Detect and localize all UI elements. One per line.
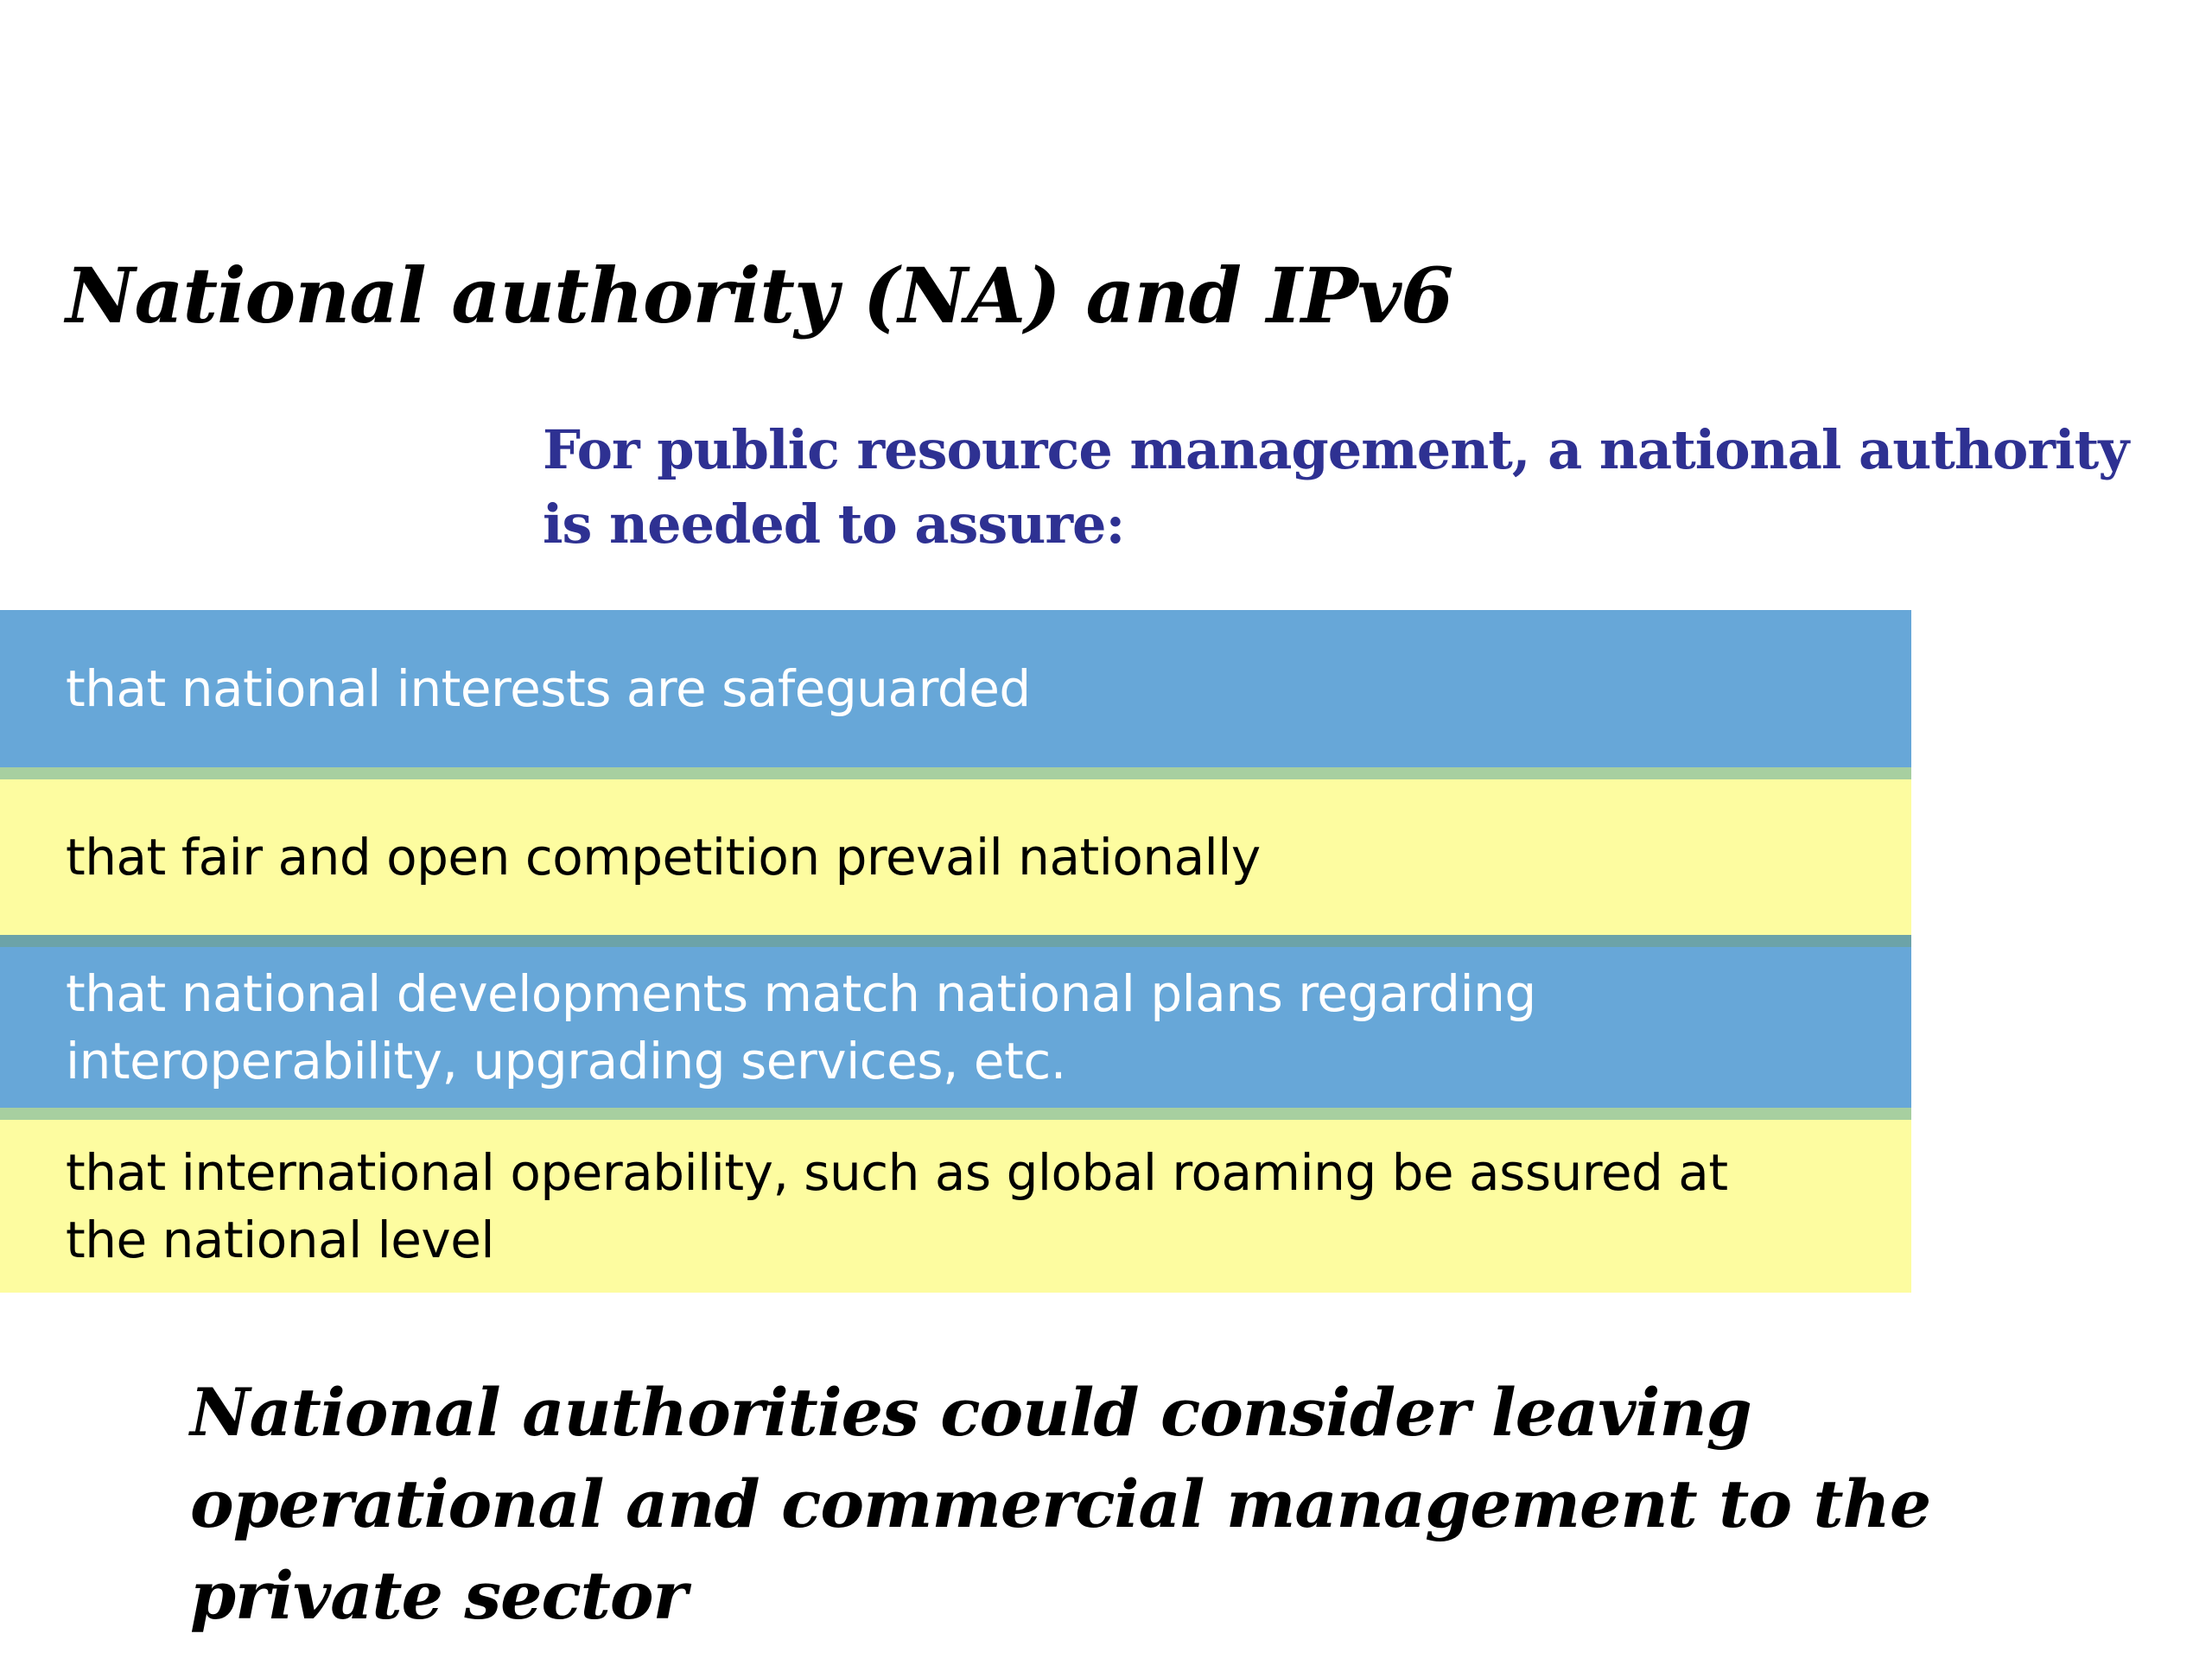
requirement-item <box>0 779 1911 935</box>
slide-title: National authority (NA) and IPv6 <box>66 251 1453 340</box>
band-divider <box>0 767 1911 779</box>
band-divider <box>0 935 1911 947</box>
conclusion-text: National authorities could consider leaving operational and commercial management to the private sector <box>190 1374 1931 1634</box>
requirement-text: that national developments match national plans regarding interoperability, upgrading services, etc. <box>66 964 1536 1090</box>
requirement-text: that international operability, such as global roaming be assured at the national level <box>66 1143 1728 1269</box>
requirement-item <box>0 610 1911 767</box>
requirement-item <box>0 947 1911 1108</box>
requirement-text: that fair and open competition prevail nationally <box>66 828 1261 887</box>
requirement-text: that national interests are safeguarded <box>66 659 1031 718</box>
requirement-item <box>0 1120 1911 1293</box>
band-divider <box>0 1108 1911 1120</box>
requirements-list <box>0 610 1911 1293</box>
intro-text: For public resource management, a national authority is needed to assure: <box>543 418 2129 556</box>
